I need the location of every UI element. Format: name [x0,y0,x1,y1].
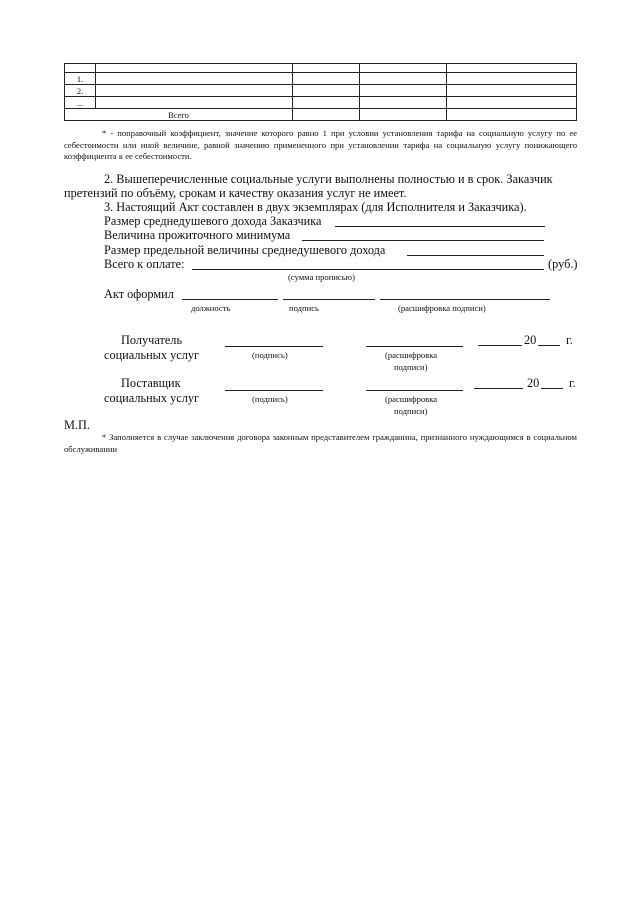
table-cell [96,97,293,109]
table-cell [360,73,447,85]
recipient-year-line[interactable] [538,345,560,346]
table-row [65,64,577,73]
avg-income-line[interactable] [335,226,545,227]
table-cell [293,64,360,73]
provider-signature-line[interactable] [225,390,323,391]
provider-day-line[interactable] [474,388,523,389]
limit-income-label: Размер предельной величины среднедушевого дохода [104,243,386,257]
recipient-decoding-caption-1: (расшифровка [385,350,438,360]
position-line[interactable] [182,299,278,300]
table-cell [293,73,360,85]
table-cell [96,73,293,85]
table-cell [447,85,577,97]
table-cell [96,64,293,73]
table-cell [447,109,577,121]
table-cell [65,64,96,73]
provider-signature-caption: (подпись) [252,394,288,404]
provider-year-suffix: г. [569,376,576,390]
provider-decoding-line[interactable] [366,390,463,391]
table-cell [360,64,447,73]
row-number: 1. [65,73,96,85]
signature-line[interactable] [283,299,375,300]
subsistence-label: Величина прожиточного минимума [104,228,291,242]
provider-label-line2: социальных услуг [104,391,200,405]
decoding-line[interactable] [380,299,550,300]
recipient-label-line1: Получатель [121,333,183,347]
provider-decoding-caption-2: подписи) [394,406,428,416]
table-cell [96,85,293,97]
table-cell [360,85,447,97]
table-row-total [65,109,577,121]
recipient-label-line2: социальных услуг [104,348,200,362]
table-row [65,73,577,85]
recipient-year: 20 [524,333,537,347]
total-label: Всего [65,109,293,121]
rub-label: (руб.) [548,257,578,271]
legal-representative-footnote: * Заполняется в случае заключения договора законным представителем гражданина, признанного нуждающимся в социальном обслуживании [64,432,577,454]
recipient-decoding-line[interactable] [366,346,463,347]
total-pay-line[interactable] [192,269,544,270]
table-row [65,97,577,109]
stamp-place-label: М.П. [64,418,90,432]
recipient-day-line[interactable] [478,345,522,346]
table-cell [293,97,360,109]
table-cell [447,97,577,109]
recipient-signature-caption: (подпись) [252,350,288,360]
services-table [64,63,577,121]
table-cell [360,109,447,121]
subsistence-line[interactable] [302,240,544,241]
paragraph-2-line1: 2. Вышеперечисленные социальные услуги выполнены полностью и в срок. Заказчик [104,172,553,186]
coefficient-footnote: * - поправочный коэффициент, значение которого равно 1 при условии установления тарифа на социальную услугу по ее себестоимости или иной величине, равной значению примененного при установлении тарифа на социальную услугу понижающего коэффициента к ее себестоимости. [64,128,577,161]
recipient-decoding-caption-2: подписи) [394,362,428,372]
act-issued-label: Акт оформил [104,287,174,301]
provider-year: 20 [527,376,540,390]
table-cell [447,64,577,73]
provider-year-line[interactable] [541,388,563,389]
limit-income-line[interactable] [407,255,544,256]
sum-words-caption: (сумма прописью) [288,272,355,282]
table-cell [293,85,360,97]
paragraph-2-line2: претензий по объёму, срокам и качеству оказания услуг не имеет. [64,186,407,200]
provider-decoding-caption-1: (расшифровка [385,394,438,404]
table-cell [360,97,447,109]
recipient-signature-line[interactable] [225,346,323,347]
provider-label-line1: Поставщик [121,376,181,390]
position-caption: должность [191,303,231,313]
total-pay-label: Всего к оплате: [104,257,185,271]
recipient-year-suffix: г. [566,333,573,347]
paragraph-3: 3. Настоящий Акт составлен в двух экземплярах (для Исполнителя и Заказчика). [104,200,527,214]
avg-income-label: Размер среднедушевого дохода Заказчика [104,214,322,228]
table-cell [293,109,360,121]
table-row [65,85,577,97]
row-number: ... [65,97,96,109]
decoding-caption: (расшифровка подписи) [398,303,486,313]
table-cell [447,73,577,85]
signature-caption: подпись [289,303,319,313]
row-number: 2. [65,85,96,97]
